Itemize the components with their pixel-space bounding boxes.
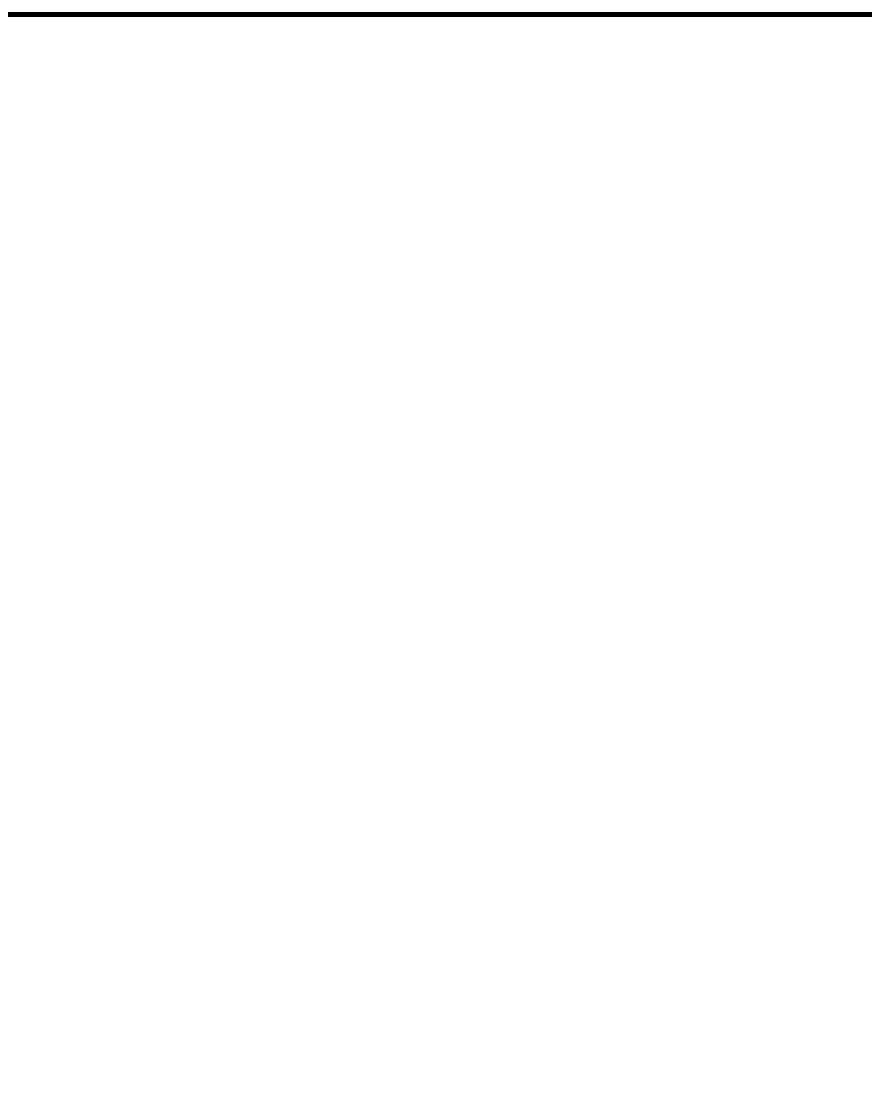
rank-header	[8, 14, 68, 16]
title-bar	[8, 6, 872, 14]
round3-header	[353, 14, 378, 16]
table-header	[8, 14, 872, 16]
round1-header	[288, 14, 328, 16]
round2-header	[328, 14, 353, 16]
player-name-header	[68, 14, 288, 16]
total-header	[378, 14, 406, 16]
leaderboard-table	[8, 14, 872, 17]
par-label	[406, 14, 438, 16]
